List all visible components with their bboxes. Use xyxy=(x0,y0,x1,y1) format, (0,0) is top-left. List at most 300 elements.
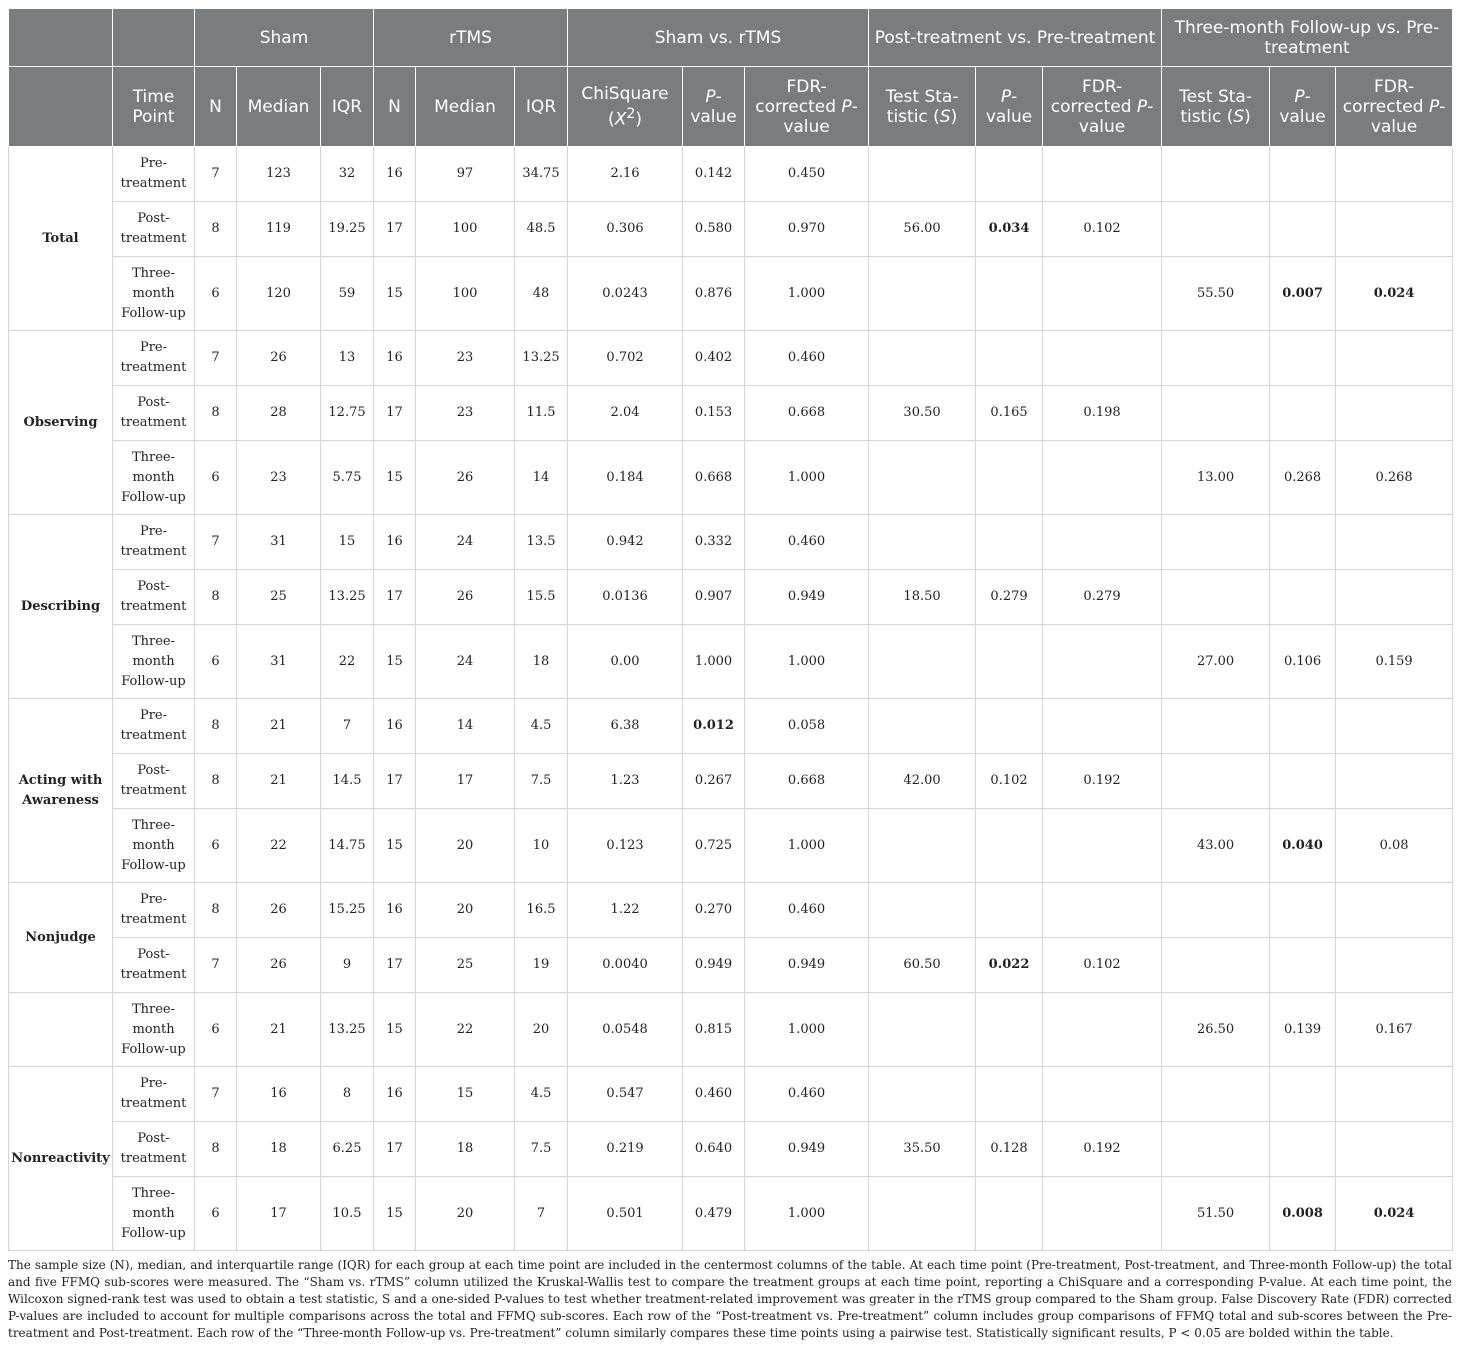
cell-followup-fdr-p-value xyxy=(1336,699,1453,754)
cell-chisquare: 1.22 xyxy=(568,883,683,938)
cell-rtms-median: 100 xyxy=(416,257,515,331)
header-row-columns xyxy=(9,67,1453,147)
cell-followup-p-value xyxy=(1270,147,1336,202)
cell-sham-median: 31 xyxy=(237,515,321,570)
cell-chisquare: 6.38 xyxy=(568,699,683,754)
cell-time-point: Pre-treatment xyxy=(113,883,195,938)
cell-followup-fdr-p-value xyxy=(1336,202,1453,257)
cell-rtms-iqr: 34.75 xyxy=(515,147,568,202)
cell-followup-p-value xyxy=(1270,1067,1336,1122)
cell-followup-p-value: 0.268 xyxy=(1270,441,1336,515)
cell-followup-p-value xyxy=(1270,754,1336,809)
cell-rtms-n: 16 xyxy=(374,1067,416,1122)
table-row xyxy=(9,1122,1453,1177)
table-row xyxy=(9,202,1453,257)
significant-value: 0.024 xyxy=(1373,285,1415,301)
cell-sham-median: 119 xyxy=(237,202,321,257)
cell-time-point: Pre-treatment xyxy=(113,699,195,754)
table-row xyxy=(9,441,1453,515)
cell-post-test-statistic: 60.50 xyxy=(869,938,976,993)
cell-followup-p-value xyxy=(1270,809,1336,883)
cell-chisquare: 0.0243 xyxy=(568,257,683,331)
table-container xyxy=(8,8,1452,1342)
cell-chisquare: 2.16 xyxy=(568,147,683,202)
cell-sham-iqr: 14.5 xyxy=(321,754,374,809)
significant-value: 0.007 xyxy=(1282,285,1323,301)
cell-rtms-median: 23 xyxy=(416,386,515,441)
cell-post-test-statistic: 42.00 xyxy=(869,754,976,809)
cell-sham-n: 7 xyxy=(195,1067,237,1122)
cell-rtms-median: 20 xyxy=(416,883,515,938)
cell-rtms-n: 17 xyxy=(374,202,416,257)
cell-sham-median: 21 xyxy=(237,754,321,809)
cell-post-fdr-p-value xyxy=(1043,147,1162,202)
cell-time-point: Three-month Follow-up xyxy=(113,809,195,883)
cell-sham-median: 26 xyxy=(237,938,321,993)
cell-followup-fdr-p-value xyxy=(1336,1067,1453,1122)
cell-fdr-p-value: 0.949 xyxy=(745,1122,869,1177)
cell-followup-p-value xyxy=(1270,699,1336,754)
header-sham: Sham xyxy=(195,9,374,67)
cell-sham-iqr: 9 xyxy=(321,938,374,993)
cell-followup-test-statistic: 13.00 xyxy=(1162,441,1270,515)
cell-sham-median: 25 xyxy=(237,570,321,625)
cell-followup-fdr-p-value xyxy=(1336,147,1453,202)
cell-fdr-p-value: 0.460 xyxy=(745,1067,869,1122)
cell-post-p-value xyxy=(976,883,1043,938)
cell-time-point: Three-month Follow-up xyxy=(113,993,195,1067)
cell-p-value: 1.000 xyxy=(683,625,745,699)
cell-time-point: Post-treatment xyxy=(113,754,195,809)
cell-post-test-statistic xyxy=(869,147,976,202)
cell-sham-n: 8 xyxy=(195,699,237,754)
group-label: Total xyxy=(9,147,113,331)
cell-post-test-statistic: 35.50 xyxy=(869,1122,976,1177)
cell-post-p-value xyxy=(976,625,1043,699)
cell-followup-fdr-p-value xyxy=(1336,386,1453,441)
cell-rtms-median: 14 xyxy=(416,699,515,754)
cell-rtms-median: 15 xyxy=(416,1067,515,1122)
cell-rtms-iqr: 14 xyxy=(515,441,568,515)
table-row xyxy=(9,147,1453,202)
cell-followup-fdr-p-value: 0.08 xyxy=(1336,809,1453,883)
cell-rtms-n: 15 xyxy=(374,441,416,515)
cell-fdr-p-value: 0.949 xyxy=(745,938,869,993)
cell-time-point: Pre-treatment xyxy=(113,515,195,570)
cell-followup-fdr-p-value xyxy=(1336,570,1453,625)
cell-followup-test-statistic xyxy=(1162,570,1270,625)
cell-p-value: 0.479 xyxy=(683,1177,745,1251)
cell-followup-test-statistic xyxy=(1162,147,1270,202)
cell-fdr-p-value: 0.460 xyxy=(745,331,869,386)
cell-rtms-median: 23 xyxy=(416,331,515,386)
cell-post-fdr-p-value xyxy=(1043,515,1162,570)
cell-post-fdr-p-value: 0.192 xyxy=(1043,754,1162,809)
table-row xyxy=(9,883,1453,938)
cell-chisquare: 0.0548 xyxy=(568,993,683,1067)
cell-followup-fdr-p-value xyxy=(1336,257,1453,331)
header-followup-p-value: P-value xyxy=(1270,67,1336,147)
cell-sham-median: 28 xyxy=(237,386,321,441)
table-row xyxy=(9,570,1453,625)
table-row xyxy=(9,938,1453,993)
cell-post-fdr-p-value xyxy=(1043,809,1162,883)
header-sham-vs-rtms: Sham vs. rTMS xyxy=(568,9,869,67)
significant-value: 0.008 xyxy=(1282,1205,1323,1221)
table-row xyxy=(9,993,1453,1067)
header-sham-iqr: IQR xyxy=(321,67,374,147)
cell-rtms-iqr: 7.5 xyxy=(515,1122,568,1177)
cell-rtms-iqr: 4.5 xyxy=(515,699,568,754)
cell-post-p-value xyxy=(976,202,1043,257)
cell-sham-median: 21 xyxy=(237,993,321,1067)
cell-p-value: 0.876 xyxy=(683,257,745,331)
cell-post-fdr-p-value xyxy=(1043,441,1162,515)
cell-sham-n: 7 xyxy=(195,515,237,570)
cell-p-value: 0.907 xyxy=(683,570,745,625)
significant-value: 0.040 xyxy=(1282,837,1323,853)
header-post-fdr-p-value: FDR-corrected P-value xyxy=(1043,67,1162,147)
cell-followup-p-value xyxy=(1270,883,1336,938)
cell-post-fdr-p-value xyxy=(1043,625,1162,699)
cell-fdr-p-value: 1.000 xyxy=(745,441,869,515)
cell-rtms-iqr: 13.5 xyxy=(515,515,568,570)
cell-followup-fdr-p-value xyxy=(1336,515,1453,570)
cell-p-value: 0.725 xyxy=(683,809,745,883)
cell-sham-n: 6 xyxy=(195,257,237,331)
cell-rtms-iqr: 20 xyxy=(515,993,568,1067)
cell-followup-test-statistic xyxy=(1162,202,1270,257)
cell-p-value: 0.142 xyxy=(683,147,745,202)
cell-post-test-statistic xyxy=(869,699,976,754)
cell-post-fdr-p-value xyxy=(1043,1067,1162,1122)
cell-sham-iqr: 14.75 xyxy=(321,809,374,883)
cell-sham-n: 8 xyxy=(195,202,237,257)
table-row xyxy=(9,625,1453,699)
cell-time-point: Three-month Follow-up xyxy=(113,625,195,699)
cell-followup-p-value xyxy=(1270,938,1336,993)
cell-rtms-iqr: 4.5 xyxy=(515,1067,568,1122)
cell-rtms-n: 15 xyxy=(374,257,416,331)
group-label: Describing xyxy=(9,515,113,699)
cell-followup-test-statistic: 55.50 xyxy=(1162,257,1270,331)
cell-post-test-statistic xyxy=(869,331,976,386)
cell-rtms-n: 16 xyxy=(374,147,416,202)
cell-rtms-n: 17 xyxy=(374,1122,416,1177)
cell-p-value: 0.949 xyxy=(683,938,745,993)
cell-post-test-statistic xyxy=(869,883,976,938)
cell-chisquare: 0.547 xyxy=(568,1067,683,1122)
cell-sham-n: 6 xyxy=(195,809,237,883)
cell-rtms-iqr: 10 xyxy=(515,809,568,883)
cell-sham-iqr: 8 xyxy=(321,1067,374,1122)
group-label: Acting with Awareness xyxy=(9,699,113,883)
header-sham-median: Median xyxy=(237,67,321,147)
cell-rtms-median: 22 xyxy=(416,993,515,1067)
header-followup-test-statistic: Test Sta-tistic (S) xyxy=(1162,67,1270,147)
cell-rtms-n: 16 xyxy=(374,515,416,570)
cell-sham-iqr: 10.5 xyxy=(321,1177,374,1251)
cell-p-value: 0.153 xyxy=(683,386,745,441)
cell-sham-iqr: 22 xyxy=(321,625,374,699)
cell-post-p-value: 0.279 xyxy=(976,570,1043,625)
cell-p-value: 0.460 xyxy=(683,1067,745,1122)
table-row xyxy=(9,1067,1453,1122)
cell-followup-test-statistic: 27.00 xyxy=(1162,625,1270,699)
cell-post-fdr-p-value: 0.192 xyxy=(1043,1122,1162,1177)
cell-rtms-iqr: 48 xyxy=(515,257,568,331)
cell-followup-test-statistic: 43.00 xyxy=(1162,809,1270,883)
cell-chisquare: 0.501 xyxy=(568,1177,683,1251)
cell-sham-median: 16 xyxy=(237,1067,321,1122)
cell-p-value: 0.270 xyxy=(683,883,745,938)
cell-time-point: Post-treatment xyxy=(113,386,195,441)
cell-rtms-median: 97 xyxy=(416,147,515,202)
cell-rtms-median: 26 xyxy=(416,570,515,625)
cell-followup-test-statistic xyxy=(1162,386,1270,441)
cell-sham-median: 21 xyxy=(237,699,321,754)
cell-rtms-iqr: 15.5 xyxy=(515,570,568,625)
cell-post-test-statistic xyxy=(869,993,976,1067)
cell-chisquare: 0.0040 xyxy=(568,938,683,993)
cell-rtms-median: 100 xyxy=(416,202,515,257)
cell-followup-fdr-p-value xyxy=(1336,938,1453,993)
cell-followup-p-value xyxy=(1270,257,1336,331)
cell-rtms-iqr: 16.5 xyxy=(515,883,568,938)
cell-fdr-p-value: 0.058 xyxy=(745,699,869,754)
cell-followup-p-value: 0.106 xyxy=(1270,625,1336,699)
cell-sham-iqr: 32 xyxy=(321,147,374,202)
cell-sham-n: 7 xyxy=(195,331,237,386)
cell-chisquare: 0.123 xyxy=(568,809,683,883)
cell-rtms-iqr: 13.25 xyxy=(515,331,568,386)
cell-post-fdr-p-value: 0.279 xyxy=(1043,570,1162,625)
cell-followup-test-statistic xyxy=(1162,754,1270,809)
cell-post-test-statistic xyxy=(869,1067,976,1122)
table-row xyxy=(9,754,1453,809)
cell-chisquare: 0.00 xyxy=(568,625,683,699)
cell-post-fdr-p-value xyxy=(1043,699,1162,754)
cell-post-p-value xyxy=(976,938,1043,993)
table-row xyxy=(9,515,1453,570)
cell-rtms-median: 24 xyxy=(416,515,515,570)
cell-sham-iqr: 13.25 xyxy=(321,993,374,1067)
group-label: Observing xyxy=(9,331,113,515)
significant-value: 0.012 xyxy=(693,718,734,733)
cell-followup-fdr-p-value xyxy=(1336,883,1453,938)
cell-fdr-p-value: 0.668 xyxy=(745,386,869,441)
cell-sham-median: 26 xyxy=(237,331,321,386)
cell-post-p-value xyxy=(976,699,1043,754)
cell-post-p-value xyxy=(976,441,1043,515)
cell-rtms-n: 16 xyxy=(374,699,416,754)
cell-post-p-value xyxy=(976,1177,1043,1251)
cell-post-fdr-p-value: 0.102 xyxy=(1043,202,1162,257)
cell-followup-fdr-p-value xyxy=(1336,1122,1453,1177)
group-label: Nonreactivity xyxy=(9,1067,113,1251)
cell-fdr-p-value: 1.000 xyxy=(745,993,869,1067)
cell-sham-iqr: 6.25 xyxy=(321,1122,374,1177)
cell-followup-test-statistic xyxy=(1162,515,1270,570)
header-sham-n: N xyxy=(195,67,237,147)
header-post-vs-pre: Post-treatment vs. Pre-treatment xyxy=(869,9,1162,67)
cell-post-p-value xyxy=(976,147,1043,202)
cell-chisquare: 0.306 xyxy=(568,202,683,257)
cell-time-point: Pre-treatment xyxy=(113,1067,195,1122)
cell-rtms-iqr: 48.5 xyxy=(515,202,568,257)
header-empty xyxy=(113,9,195,67)
cell-p-value: 0.332 xyxy=(683,515,745,570)
cell-followup-p-value xyxy=(1270,570,1336,625)
cell-rtms-n: 15 xyxy=(374,993,416,1067)
cell-rtms-median: 24 xyxy=(416,625,515,699)
cell-followup-test-statistic xyxy=(1162,938,1270,993)
cell-p-value: 0.640 xyxy=(683,1122,745,1177)
cell-post-fdr-p-value xyxy=(1043,257,1162,331)
cell-rtms-iqr: 19 xyxy=(515,938,568,993)
cell-time-point: Post-treatment xyxy=(113,570,195,625)
cell-rtms-median: 25 xyxy=(416,938,515,993)
cell-post-p-value: 0.128 xyxy=(976,1122,1043,1177)
cell-rtms-n: 15 xyxy=(374,625,416,699)
cell-sham-n: 8 xyxy=(195,570,237,625)
cell-rtms-iqr: 11.5 xyxy=(515,386,568,441)
cell-followup-p-value xyxy=(1270,386,1336,441)
cell-sham-median: 123 xyxy=(237,147,321,202)
cell-fdr-p-value: 0.460 xyxy=(745,515,869,570)
cell-time-point: Three-month Follow-up xyxy=(113,441,195,515)
cell-sham-n: 8 xyxy=(195,754,237,809)
cell-followup-p-value xyxy=(1270,202,1336,257)
cell-sham-median: 18 xyxy=(237,1122,321,1177)
cell-rtms-n: 17 xyxy=(374,386,416,441)
header-empty xyxy=(9,67,113,147)
cell-sham-n: 8 xyxy=(195,386,237,441)
header-empty xyxy=(9,9,113,67)
group-label: Nonjudge xyxy=(9,883,113,993)
results-table xyxy=(8,8,1453,1251)
cell-chisquare: 0.702 xyxy=(568,331,683,386)
cell-p-value xyxy=(683,699,745,754)
cell-post-p-value: 0.102 xyxy=(976,754,1043,809)
cell-fdr-p-value: 1.000 xyxy=(745,809,869,883)
cell-followup-fdr-p-value xyxy=(1336,331,1453,386)
cell-rtms-n: 16 xyxy=(374,331,416,386)
cell-post-p-value xyxy=(976,257,1043,331)
table-row xyxy=(9,809,1453,883)
header-chisquare: ChiSquare $(X^2)$ xyxy=(568,67,683,147)
table-footnote: The sample size (N), median, and interquartile range (IQR) for each group at each time point are included in the centermost columns of the table. At each time point (Pre-treatment, Post-treatment, and Three-month Follow-up) the total and five FFMQ sub-scores were measured. The “Sham vs. rTMS” column utilized the Kruskal-Wallis test to compare the treatment groups at each time point, reporting a ChiSquare and a corresponding P-value. At each time point, the Wilcoxon signed-rank test was used to obtain a test statistic, S and a one-sided P-values to test whether treatment-related improvement was greater in the rTMS group compared to the Sham group. False Discovery Rate (FDR) corrected P-values are included to account for multiple comparisons across the total and FFMQ sub-scores. Each row of the “Post-treatment vs. Pre-treatment” column includes group comparisons of FFMQ total and sub-scores between the Pre-treatment and Post-treatment. Each row of the “Three-month Follow-up vs. Pre-treatment” column similarly compares these time points using a pairwise test. Statistically significant results, P < 0.05 are bolded within the table. xyxy=(8,1258,1452,1340)
cell-post-test-statistic xyxy=(869,1177,976,1251)
cell-followup-fdr-p-value xyxy=(1336,1177,1453,1251)
significant-value: 0.024 xyxy=(1373,1205,1415,1221)
cell-post-fdr-p-value: 0.102 xyxy=(1043,938,1162,993)
cell-followup-p-value xyxy=(1270,1177,1336,1251)
cell-fdr-p-value: 0.949 xyxy=(745,570,869,625)
cell-rtms-median: 18 xyxy=(416,1122,515,1177)
cell-post-p-value xyxy=(976,331,1043,386)
cell-followup-fdr-p-value: 0.268 xyxy=(1336,441,1453,515)
cell-sham-n: 7 xyxy=(195,147,237,202)
cell-sham-n: 7 xyxy=(195,938,237,993)
cell-p-value: 0.815 xyxy=(683,993,745,1067)
cell-chisquare: 2.04 xyxy=(568,386,683,441)
cell-sham-iqr: 19.25 xyxy=(321,202,374,257)
header-rtms-median: Median xyxy=(416,67,515,147)
table-row xyxy=(9,699,1453,754)
cell-sham-n: 6 xyxy=(195,993,237,1067)
cell-post-test-statistic: 18.50 xyxy=(869,570,976,625)
cell-fdr-p-value: 0.970 xyxy=(745,202,869,257)
cell-sham-iqr: 13.25 xyxy=(321,570,374,625)
cell-time-point: Post-treatment xyxy=(113,1122,195,1177)
cell-rtms-median: 20 xyxy=(416,809,515,883)
cell-time-point: Three-month Follow-up xyxy=(113,1177,195,1251)
cell-post-fdr-p-value xyxy=(1043,993,1162,1067)
significant-value: 0.022 xyxy=(988,957,1030,972)
header-followup-vs-pre: Three-month Follow-up vs. Pre-treatment xyxy=(1162,9,1453,67)
cell-sham-median: 31 xyxy=(237,625,321,699)
cell-sham-iqr: 5.75 xyxy=(321,441,374,515)
cell-time-point: Post-treatment xyxy=(113,202,195,257)
header-fdr-p-value: FDR-corrected P-value xyxy=(745,67,869,147)
cell-rtms-n: 16 xyxy=(374,883,416,938)
cell-rtms-median: 26 xyxy=(416,441,515,515)
cell-chisquare: 0.942 xyxy=(568,515,683,570)
cell-post-test-statistic xyxy=(869,809,976,883)
header-time-point: Time Point xyxy=(113,67,195,147)
cell-time-point: Pre-treatment xyxy=(113,147,195,202)
cell-post-p-value xyxy=(976,993,1043,1067)
cell-fdr-p-value: 1.000 xyxy=(745,257,869,331)
header-rtms-n: N xyxy=(374,67,416,147)
cell-rtms-median: 20 xyxy=(416,1177,515,1251)
cell-post-test-statistic xyxy=(869,441,976,515)
cell-sham-iqr: 13 xyxy=(321,331,374,386)
cell-p-value: 0.580 xyxy=(683,202,745,257)
cell-followup-p-value xyxy=(1270,1122,1336,1177)
cell-followup-fdr-p-value: 0.159 xyxy=(1336,625,1453,699)
header-row-groups xyxy=(9,9,1453,67)
cell-post-fdr-p-value xyxy=(1043,883,1162,938)
cell-fdr-p-value: 0.460 xyxy=(745,883,869,938)
cell-followup-fdr-p-value xyxy=(1336,754,1453,809)
cell-fdr-p-value: 0.450 xyxy=(745,147,869,202)
cell-post-p-value: 0.165 xyxy=(976,386,1043,441)
cell-post-fdr-p-value xyxy=(1043,331,1162,386)
cell-time-point: Post-treatment xyxy=(113,938,195,993)
cell-rtms-n: 17 xyxy=(374,570,416,625)
cell-p-value: 0.267 xyxy=(683,754,745,809)
cell-sham-median: 23 xyxy=(237,441,321,515)
cell-followup-p-value: 0.139 xyxy=(1270,993,1336,1067)
cell-followup-test-statistic xyxy=(1162,883,1270,938)
header-post-p-value: P-value xyxy=(976,67,1043,147)
header-post-test-statistic: Test Sta-tistic (S) xyxy=(869,67,976,147)
cell-p-value: 0.668 xyxy=(683,441,745,515)
cell-post-test-statistic: 56.00 xyxy=(869,202,976,257)
cell-followup-test-statistic xyxy=(1162,1122,1270,1177)
cell-sham-iqr: 59 xyxy=(321,257,374,331)
cell-rtms-n: 17 xyxy=(374,938,416,993)
cell-rtms-n: 15 xyxy=(374,1177,416,1251)
group-label xyxy=(9,993,113,1067)
header-p-value: P-value xyxy=(683,67,745,147)
cell-followup-test-statistic xyxy=(1162,1067,1270,1122)
cell-sham-iqr: 15 xyxy=(321,515,374,570)
cell-sham-n: 8 xyxy=(195,1122,237,1177)
cell-rtms-n: 17 xyxy=(374,754,416,809)
